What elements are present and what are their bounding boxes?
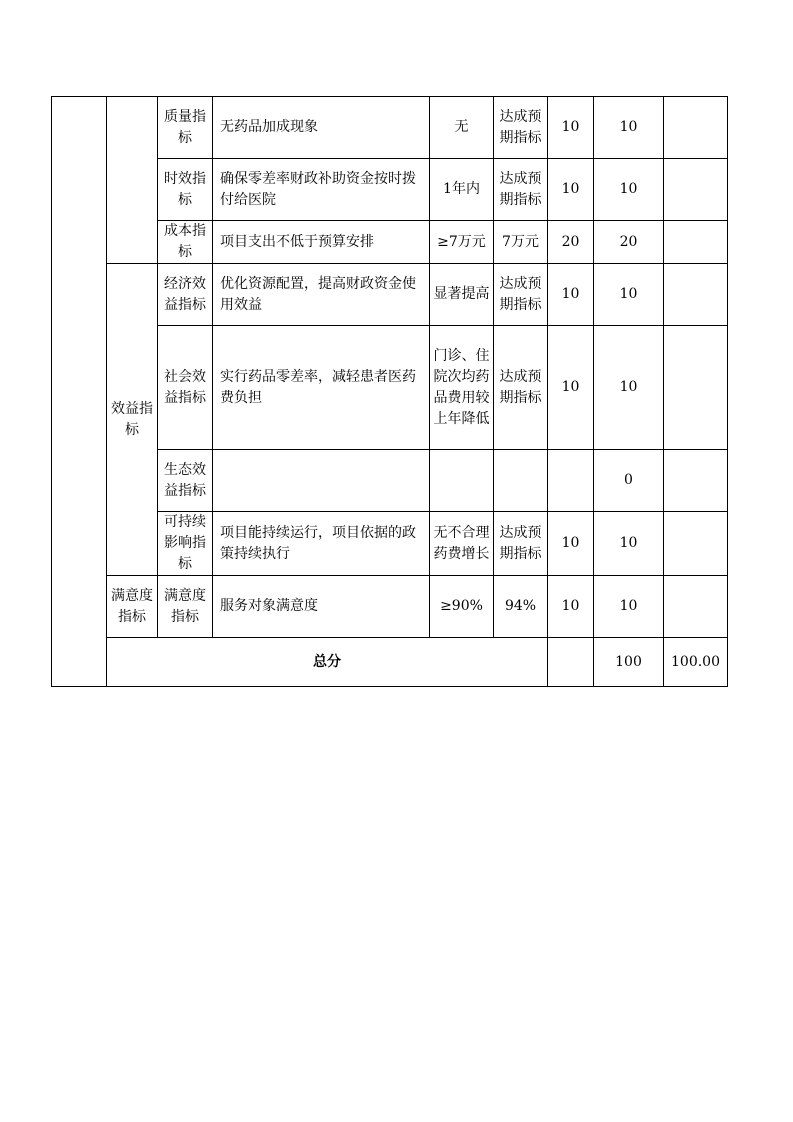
actual-value-cell: 达成预期指标 (494, 264, 548, 326)
score-cell: 10 (594, 159, 664, 221)
sub-indicator-cell: 经济效益指标 (158, 264, 213, 326)
remark-cell (664, 97, 728, 159)
table-row (52, 264, 728, 326)
weight-cell: 10 (548, 576, 594, 638)
table-row (52, 97, 728, 159)
indicator-description-cell: 项目支出不低于预算安排 (213, 221, 430, 264)
remark-cell (664, 512, 728, 576)
weight-cell: 10 (548, 512, 594, 576)
indicator-description-cell: 项目能持续运行，项目依据的政策持续执行 (213, 512, 430, 576)
score-cell: 20 (594, 221, 664, 264)
indicator-description-cell (213, 450, 430, 512)
performance-table (51, 96, 728, 687)
sub-indicator-cell: 时效指标 (158, 159, 213, 221)
level1-category-cell (52, 97, 107, 687)
target-value-cell: 门诊、住院次均药品费用较上年降低 (430, 326, 494, 450)
weight-cell: 10 (548, 97, 594, 159)
actual-value-cell: 达成预期指标 (494, 326, 548, 450)
score-cell: 10 (594, 97, 664, 159)
output-category-cell (107, 97, 158, 264)
target-value-cell: 无不合理药费增长 (430, 512, 494, 576)
indicator-description-cell: 无药品加成现象 (213, 97, 430, 159)
indicator-description-cell: 优化资源配置，提高财政资金使用效益 (213, 264, 430, 326)
sub-indicator-cell: 质量指标 (158, 97, 213, 159)
total-label: 总分 (107, 638, 548, 687)
total-weight-cell: 100 (594, 638, 664, 687)
score-cell: 0 (594, 450, 664, 512)
score-cell: 10 (594, 326, 664, 450)
remark-cell (664, 576, 728, 638)
target-value-cell: ≥90% (430, 576, 494, 638)
remark-cell (664, 159, 728, 221)
actual-value-cell: 达成预期指标 (494, 512, 548, 576)
total-score-cell: 100.00 (664, 638, 728, 687)
indicator-description-cell: 服务对象满意度 (213, 576, 430, 638)
score-cell: 10 (594, 512, 664, 576)
target-value-cell: ≥7万元 (430, 221, 494, 264)
remark-cell (664, 326, 728, 450)
actual-value-cell: 达成预期指标 (494, 97, 548, 159)
actual-value-cell: 94% (494, 576, 548, 638)
target-value-cell: 1年内 (430, 159, 494, 221)
score-cell: 10 (594, 264, 664, 326)
sub-indicator-cell: 社会效益指标 (158, 326, 213, 450)
satisfaction-category-cell: 满意度指标 (107, 576, 158, 638)
sub-indicator-cell: 可持续影响指标 (158, 512, 213, 576)
indicator-description-cell: 确保零差率财政补助资金按时拨付给医院 (213, 159, 430, 221)
total-actual-cell (548, 638, 594, 687)
actual-value-cell (494, 450, 548, 512)
table-row (52, 576, 728, 638)
score-cell: 10 (594, 576, 664, 638)
target-value-cell (430, 450, 494, 512)
weight-cell: 10 (548, 326, 594, 450)
total-row (52, 638, 728, 687)
sub-indicator-cell: 成本指标 (158, 221, 213, 264)
actual-value-cell: 达成预期指标 (494, 159, 548, 221)
actual-value-cell: 7万元 (494, 221, 548, 264)
remark-cell (664, 450, 728, 512)
weight-cell: 10 (548, 159, 594, 221)
remark-cell (664, 264, 728, 326)
remark-cell (664, 221, 728, 264)
target-value-cell: 无 (430, 97, 494, 159)
weight-cell: 20 (548, 221, 594, 264)
sub-indicator-cell: 满意度指标 (158, 576, 213, 638)
benefit-category-cell: 效益指标 (107, 264, 158, 576)
weight-cell: 10 (548, 264, 594, 326)
sub-indicator-cell: 生态效益指标 (158, 450, 213, 512)
indicator-description-cell: 实行药品零差率，减轻患者医药费负担 (213, 326, 430, 450)
weight-cell (548, 450, 594, 512)
target-value-cell: 显著提高 (430, 264, 494, 326)
